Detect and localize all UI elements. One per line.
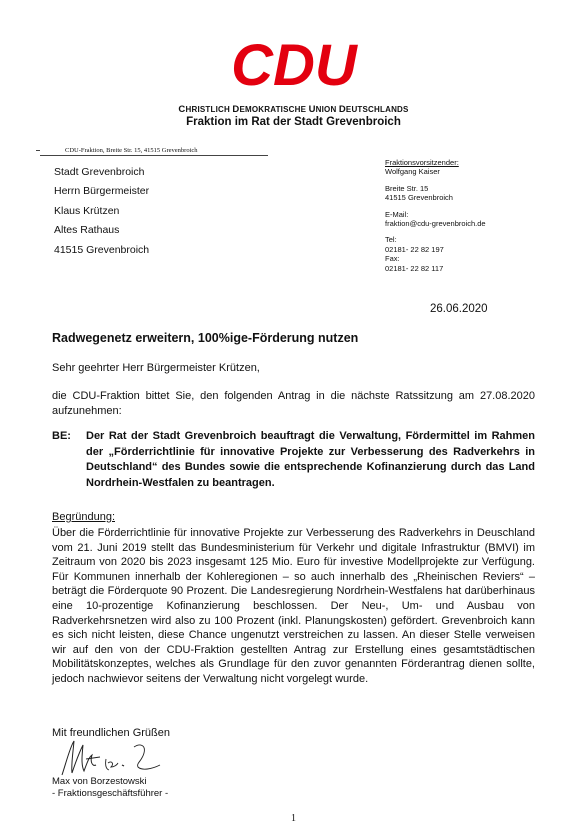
page-number: 1	[291, 813, 296, 824]
recipient-address	[54, 163, 149, 260]
chair-label: Fraktionsvorsitzender:	[385, 158, 459, 167]
chair-name: Wolfgang Kaiser	[385, 167, 440, 177]
signature-drawing	[56, 733, 166, 781]
letter-subject: Radwegenetz erweitern, 100%ige-Förderung nutzen	[52, 331, 359, 345]
party-name: CHRISTLICH DEMOKRATISCHE UNION DEUTSCHLANDS	[178, 104, 409, 115]
contact-block	[385, 158, 486, 273]
salutation: Sehr geehrter Herr Bürgermeister Krützen,	[52, 362, 260, 374]
fraktion-title: Fraktion im Rat der Stadt Grevenbroich	[186, 116, 401, 128]
tel-number: 02181- 22 82 197	[385, 244, 444, 254]
email-address: fraktion@cdu-grevenbroich.de	[385, 219, 486, 229]
cdu-logo	[0, 36, 587, 96]
recipient-line: Klaus Krützen	[54, 204, 120, 217]
begruendung-paragraph: Über die Förderrichtlinie für innovative Projekte zur Verbesserung des Radverkehrs in Deuschland vom 21. Juni 2019 stellt das Bundesministerium für Verkehr und digitale Infrastruktur (BMVI) im Zeitraum von 2020 bis 2023 insgesamt 125 Mio. Euro für investive Modellprojekte zur Verfügung. Für Kommunen innerhalb der Kohleregionen – so auch innerhalb des „Rheinischen Reviers“ – beträgt die Förderquote 90 Prozent. Die Landesregierung Nordrhein-Westfalens hat darüberhinaus eine 10-prozentige Kofinanzierung beschlossen. Der Neu-, Um- und Ausbau von Radverkehrsnetzen wird also zu 100 Prozent (inkl. Planungskosten) gefördert. Grevenbroich kann es sich nicht leisten, diese Chance ungenutzt verstreichen zu lassen. An dieser Stelle verweisen wir auf den von der CDU-Fraktion gestellten Antrag zur Erstellung eines gesamtstädtischen Mobilitätskonzeptes, welches als Grundlage für den zuvor genannten Förderantrag dienen sollte, jedoch nachwievor seitens der Verwaltung nicht vorgelegt wurde.	[52, 527, 535, 685]
sender-line: CDU-Fraktion, Breite Str. 15, 41515 Grevenbroich	[40, 147, 268, 156]
fax-number: 02181- 22 82 117	[385, 263, 444, 273]
recipient-line: Stadt Grevenbroich	[54, 166, 145, 178]
signer-role: - Fraktionsgeschäftsführer -	[52, 788, 169, 799]
email-label: E-Mail:	[385, 209, 409, 219]
letter-date: 26.06.2020	[430, 303, 488, 315]
begruendung-heading: Begründung:	[52, 511, 115, 523]
recipient-line: 41515 Grevenbroich	[54, 243, 150, 256]
recipient-line: Herrn Bürgermeister	[54, 185, 150, 198]
cdu-logo-mark	[219, 36, 369, 96]
closing-greeting: Mit freundlichen Grüßen	[52, 727, 170, 739]
be-label: BE:	[52, 430, 71, 442]
tel-label: Tel:	[385, 235, 397, 245]
contact-city: 41515 Grevenbroich	[385, 193, 453, 203]
intro-paragraph: die CDU-Fraktion bittet Sie, den folgenden Antrag in die nächste Ratssitzung am 27.08.2020 aufzunehmen:	[52, 390, 535, 417]
recipient-line: Altes Rathaus	[54, 224, 120, 237]
signer-name: Max von Borzestowski	[52, 776, 147, 787]
fax-label: Fax:	[385, 254, 400, 264]
contact-street: Breite Str. 15	[385, 183, 429, 193]
be-resolution-text: Der Rat der Stadt Grevenbroich beauftragt die Verwaltung, Fördermittel im Rahmen der „Förderrichtlinie für innovative Projekte zur Verbesserung des Radverkehrs in Deutschland“ des Bundes sowie die entsprechende Kofinanzierung durch das Land Nordrhein-Westfalen zu beantragen.	[86, 430, 535, 489]
cdu-logo-text: CDU	[230, 36, 357, 96]
